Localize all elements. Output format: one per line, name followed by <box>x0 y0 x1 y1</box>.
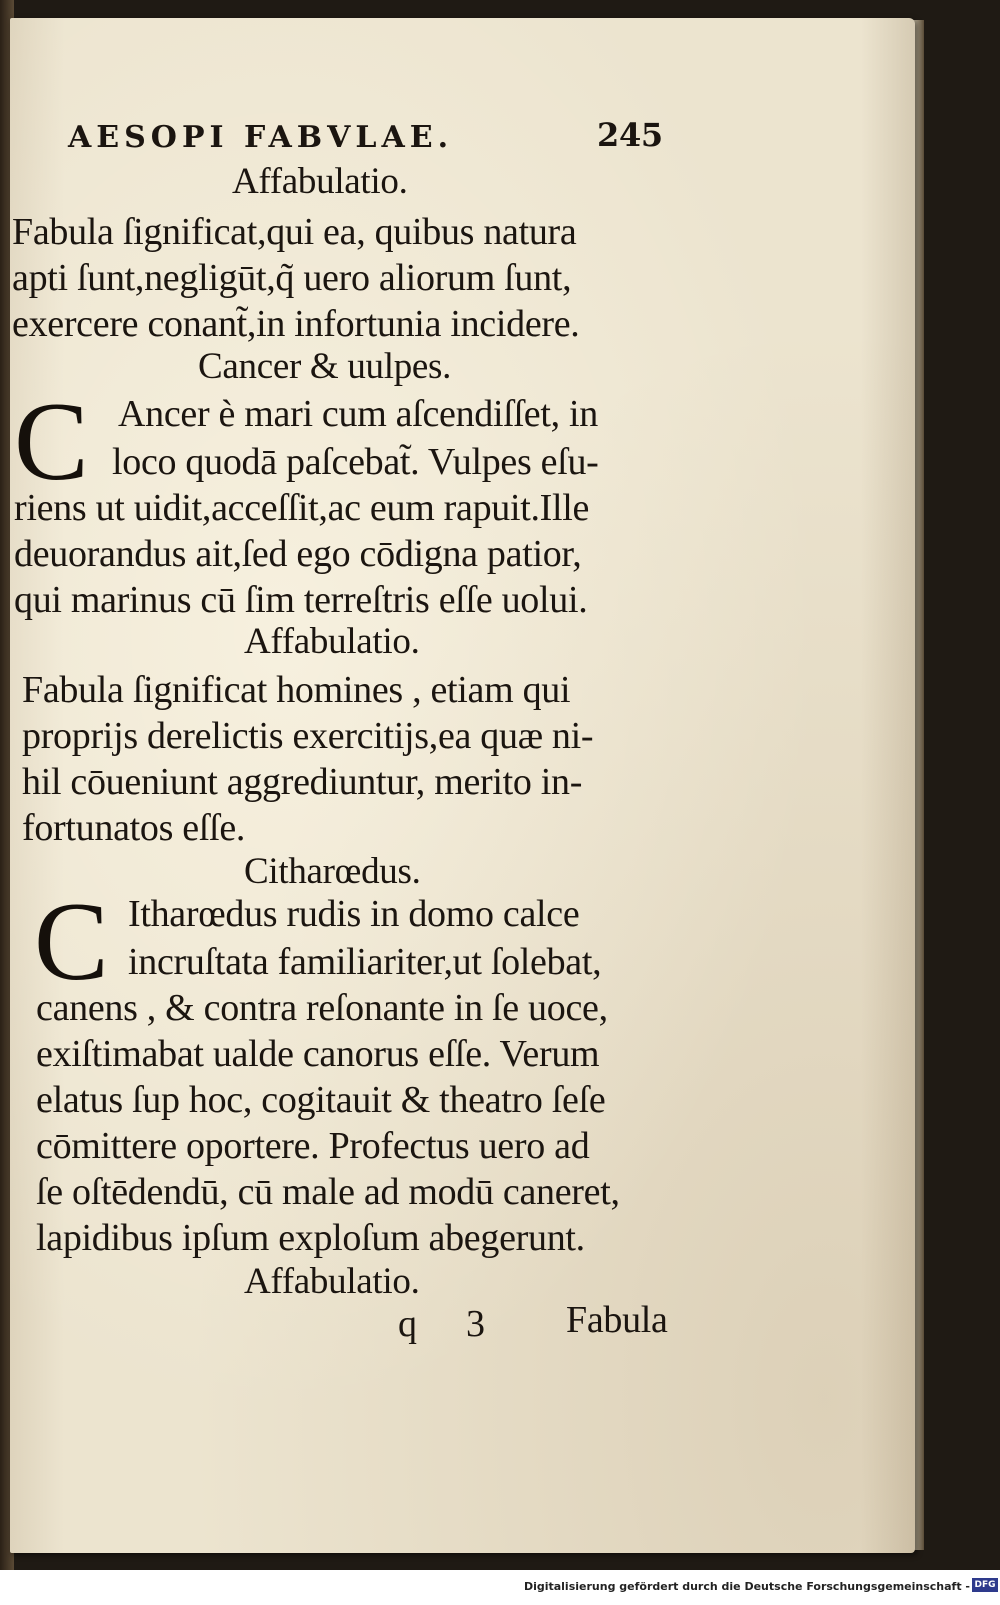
page-number: 245 <box>597 116 663 154</box>
signature-mark-number: 3 <box>466 1303 485 1345</box>
heading-citharoedus: Citharœdus. <box>244 851 421 892</box>
text-line: incruſtata familiariter,ut ſolebat, <box>128 941 602 983</box>
heading-affabulatio-2: Affabulatio. <box>244 621 420 662</box>
text-line: hil cōueniunt aggrediuntur, merito in- <box>22 761 583 803</box>
text-line: loco quodā paſcebat̃. Vulpes eſu- <box>112 441 599 483</box>
heading-affabulatio-3: Affabulatio. <box>244 1261 420 1302</box>
text-line: lapidibus ipſum exploſum abegerunt. <box>36 1217 585 1259</box>
heading-cancer-uulpes: Cancer & uulpes. <box>198 346 452 387</box>
text-line: canens , & contra reſonante in ſe uoce, <box>36 987 608 1029</box>
text-line: exercere conant̃,in infortunia incidere. <box>12 303 580 345</box>
signature-mark-q: q <box>398 1303 417 1345</box>
drop-cap-c: C <box>34 880 109 1004</box>
text-line: ſe oſtēdendū, cū male ad modū caneret, <box>36 1171 620 1213</box>
text-line: elatus ſup hoc, cogitauit & theatro ſeſe <box>36 1079 606 1121</box>
text-line: Fabula ſignificat,qui ea, quibus natura <box>12 211 577 253</box>
text-line: exiſtimabat ualde canorus eſſe. Verum <box>36 1033 600 1075</box>
text-line: deuorandus ait,ſed ego cōdigna patior, <box>14 533 582 575</box>
running-title: AESOPI FABVLAE. <box>68 120 454 155</box>
text-line: qui marinus cū ſim terreſtris eſſe uolui. <box>14 579 588 621</box>
text-line: fortunatos eſſe. <box>22 807 246 849</box>
text-line: proprijs derelictis exercitijs,ea quæ ni- <box>22 715 594 757</box>
text-line: riens ut uidit,acceſſit,ac eum rapuit.Ille <box>14 487 590 529</box>
text-line: apti ſunt,negligūt,q̃ uero aliorum ſunt, <box>12 257 572 299</box>
text-line: Ancer è mari cum aſcendiſſet, in <box>118 393 598 435</box>
drop-cap-c: C <box>14 380 89 504</box>
catchword: Fabula <box>566 1299 668 1341</box>
text-line: Itharœdus rudis in domo calce <box>128 893 580 935</box>
heading-affabulatio-1: Affabulatio. <box>232 161 408 202</box>
footer-credit: Digitalisierung gefördert durch die Deutsche Forschungsgemeinschaft - <box>523 1580 970 1593</box>
dfg-logo-icon: DFG <box>972 1578 998 1592</box>
text-line: cōmittere oportere. Profectus uero ad <box>36 1125 590 1167</box>
text-line: Fabula ſignificat homines , etiam qui <box>22 669 571 711</box>
